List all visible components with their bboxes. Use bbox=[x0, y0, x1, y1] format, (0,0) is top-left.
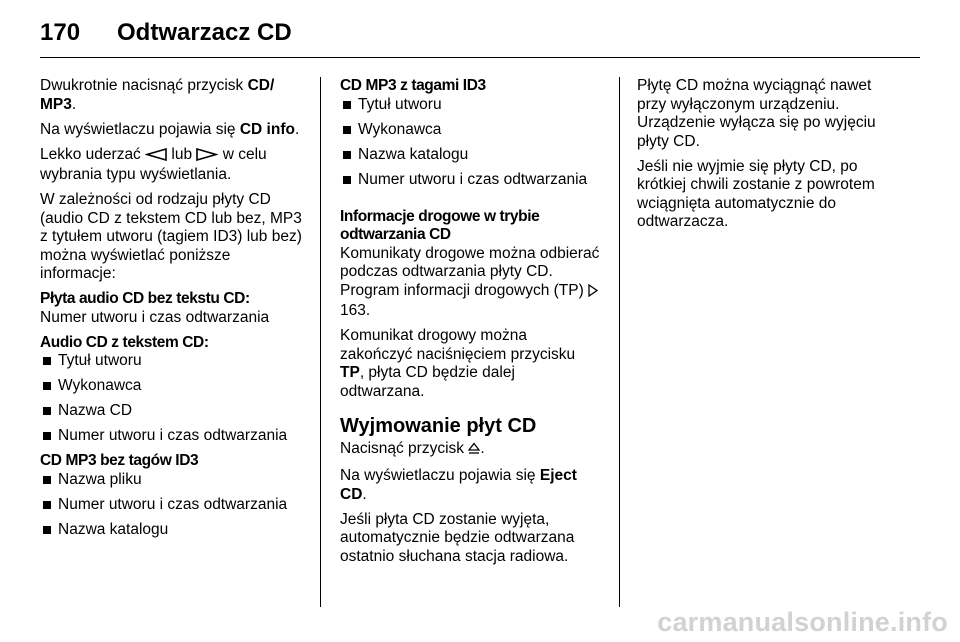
list-item: Wykonawca bbox=[340, 121, 602, 140]
button-name-tp: TP bbox=[340, 364, 360, 381]
reference-arrow-icon bbox=[588, 284, 598, 303]
bullet-icon bbox=[43, 357, 51, 365]
display-text-eject-cd: Eject CD bbox=[340, 467, 577, 503]
paragraph-cd-info: Na wyświetlaczu pojawia się CD info. bbox=[40, 120, 300, 138]
bullet-icon bbox=[43, 476, 51, 484]
column-3 bbox=[637, 77, 901, 238]
right-triangle-icon bbox=[196, 148, 218, 167]
bullet-icon bbox=[343, 101, 351, 109]
list-item: Tytuł utworu bbox=[40, 352, 306, 371]
column-divider-1 bbox=[320, 77, 321, 607]
list-mp3-no-tags bbox=[40, 471, 306, 540]
paragraph-press-eject: Nacisnąć przycisk . bbox=[340, 440, 602, 461]
watermark: carmanualsonline.info bbox=[657, 607, 948, 637]
heading-audio-cd-text: Audio CD z tekstem CD: bbox=[40, 333, 209, 351]
page-title: Odtwarzacz CD bbox=[117, 19, 292, 46]
bullet-icon bbox=[43, 382, 51, 390]
list-item: Wykonawca bbox=[40, 377, 306, 396]
heading-mp3-with-tags: CD MP3 z tagami ID3 bbox=[340, 77, 486, 94]
list-audio-cd-text bbox=[40, 352, 306, 446]
paragraph-eject-display: Na wyświetlaczu pojawia się Eject CD. bbox=[340, 467, 577, 503]
list-item: Nazwa CD bbox=[40, 402, 306, 421]
page-number: 170 bbox=[40, 19, 81, 46]
list-item: Tytuł utworu bbox=[340, 96, 602, 115]
list-item: Nazwa katalogu bbox=[40, 521, 306, 540]
column-1 bbox=[40, 77, 306, 546]
list-item: Numer utworu i czas odtwarzania bbox=[40, 496, 306, 515]
bullet-icon bbox=[343, 126, 351, 134]
list-item: Nazwa katalogu bbox=[340, 146, 602, 165]
paragraph-info-types: W zależności od rodzaju płyty CD (audio CD z tekstem CD lub bez, MP3 z tytułem utworu (tagiem ID3) lub bez) można wyświetlać poniższe informacje: bbox=[40, 191, 302, 282]
list-item: Numer utworu i czas odtwarzania bbox=[340, 171, 602, 190]
paragraph-traffic-end: Komunikat drogowy można zakończyć naciśnięciem przycisku TP, płyta CD będzie dalej odtwarzana. bbox=[340, 327, 576, 400]
bullet-icon bbox=[343, 176, 351, 184]
bullet-icon bbox=[43, 526, 51, 534]
paragraph-traffic-messages: Komunikaty drogowe można odbierać podczas odtwarzania płyty CD. Program informacji drogowych (TP) 163. bbox=[340, 244, 600, 319]
bullet-icon bbox=[343, 151, 351, 159]
left-triangle-icon bbox=[145, 148, 167, 167]
list-item: Numer utworu i czas odtwarzania bbox=[40, 427, 306, 446]
column-divider-2 bbox=[619, 77, 620, 607]
eject-icon bbox=[468, 442, 480, 461]
bullet-icon bbox=[43, 432, 51, 440]
text-audio-cd-no-text: Numer utworu i czas odtwarzania bbox=[40, 308, 270, 326]
page-header bbox=[40, 18, 920, 48]
spacer bbox=[340, 196, 602, 208]
paragraph-pull-cd: Płytę CD można wyciągnąć nawet przy wyłączonym urządzeniu. Urządzenie wyłącza się po wyjęciu płyty CD. bbox=[637, 77, 876, 150]
heading-audio-cd-no-text: Płyta audio CD bez tekstu CD: bbox=[40, 290, 250, 307]
header-rule bbox=[40, 57, 920, 58]
paragraph-after-eject: Jeśli płyta CD zostanie wyjęta, automatycznie będzie odtwarzana ostatnio słuchana stacja radiowa. bbox=[340, 510, 575, 565]
paragraph-cd-reinsert: Jeśli nie wyjmie się płyty CD, po krótkiej chwili zostanie z powrotem wciągnięta automatycznie do odtwarzacza. bbox=[637, 157, 875, 230]
column-2 bbox=[340, 77, 602, 573]
heading-traffic-info: Informacje drogowe w trybie odtwarzania CD bbox=[340, 207, 540, 243]
button-name-cd-mp3: CD/ MP3 bbox=[40, 77, 275, 113]
bullet-icon bbox=[43, 501, 51, 509]
display-text-cd-info: CD info bbox=[239, 120, 295, 138]
paragraph-tap: Lekko uderzać lub w celu wybrania typu wyświetlania. bbox=[40, 145, 267, 183]
paragraph-cd-mp3: Dwukrotnie nacisnąć przycisk CD/ MP3. bbox=[40, 77, 275, 113]
list-mp3-with-tags bbox=[340, 96, 602, 190]
heading-mp3-no-tags: CD MP3 bez tagów ID3 bbox=[40, 452, 199, 469]
list-item: Nazwa pliku bbox=[40, 471, 306, 490]
section-heading-eject: Wyjmowanie płyt CD bbox=[340, 415, 537, 437]
bullet-icon bbox=[43, 407, 51, 415]
